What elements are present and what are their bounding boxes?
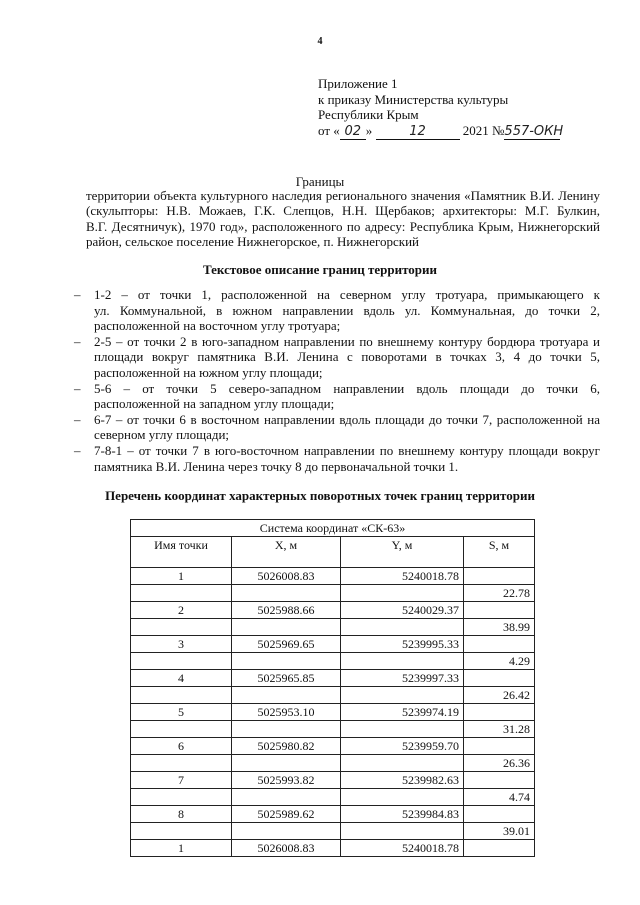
cell-empty bbox=[131, 823, 232, 840]
cell-empty bbox=[232, 585, 341, 602]
cell-empty bbox=[341, 755, 464, 772]
cell-y: 5240018.78 bbox=[341, 840, 464, 857]
cell-x: 5025989.62 bbox=[232, 806, 341, 823]
description-line: район, сельское поселение Нижнегорское, п. Нижнегорский bbox=[86, 233, 420, 249]
cell-empty bbox=[341, 619, 464, 636]
cell-s-empty bbox=[464, 670, 535, 687]
cell-x: 5025953.10 bbox=[232, 704, 341, 721]
date-year: 2021 № bbox=[459, 122, 505, 138]
table-row-distance bbox=[131, 823, 535, 840]
text-section-heading: Текстовое описание границ территории bbox=[202, 262, 438, 277]
column-header-point-name: Имя точки bbox=[131, 537, 232, 568]
list-item-line: северном углу площади; bbox=[94, 427, 230, 443]
table-row-point bbox=[131, 602, 535, 619]
table-row-point bbox=[131, 772, 535, 789]
list-item bbox=[74, 381, 600, 412]
table-row-distance bbox=[131, 721, 535, 738]
cell-x: 5026008.83 bbox=[232, 840, 341, 857]
cell-distance: 39.01 bbox=[464, 823, 535, 840]
date-day: 02 bbox=[340, 124, 366, 141]
cell-point-name: 1 bbox=[131, 840, 232, 857]
cell-y: 5239984.83 bbox=[341, 806, 464, 823]
cell-empty bbox=[232, 721, 341, 738]
list-item-line: памятника В.И. Ленина через точку 8 до первоначальной точки 1. bbox=[94, 458, 459, 474]
cell-distance: 26.36 bbox=[464, 755, 535, 772]
list-item bbox=[74, 287, 600, 334]
list-item-line: расположенной на западном углу площади; bbox=[94, 396, 335, 412]
list-item bbox=[74, 334, 600, 381]
table-row-point bbox=[131, 806, 535, 823]
table-row-point bbox=[131, 568, 535, 585]
cell-distance: 4.74 bbox=[464, 789, 535, 806]
dash-marker: – bbox=[74, 380, 81, 396]
cell-y: 5240029.37 bbox=[341, 602, 464, 619]
description-line: В.Г. Десятничук), 1970 год», расположенного по адресу: Республика Крым, Нижнегорский bbox=[86, 218, 600, 234]
cell-x: 5025988.66 bbox=[232, 602, 341, 619]
cell-point-name: 3 bbox=[131, 636, 232, 653]
table-row-point bbox=[131, 738, 535, 755]
table-row-distance bbox=[131, 755, 535, 772]
cell-empty bbox=[232, 789, 341, 806]
date-mid: » bbox=[365, 122, 376, 138]
cell-point-name: 7 bbox=[131, 772, 232, 789]
appendix-block bbox=[318, 76, 564, 140]
list-item-line: 2-5 – от точки 2 в юго-западном направлении по внешнему контуру бордюра тротуара и bbox=[94, 333, 600, 349]
appendix-line-2: к приказу Министерства культуры bbox=[318, 91, 509, 107]
cell-y: 5239974.19 bbox=[341, 704, 464, 721]
cell-y: 5240018.78 bbox=[341, 568, 464, 585]
list-item-line: расположенной на южном углу площади; bbox=[94, 364, 323, 380]
cell-y: 5239995.33 bbox=[341, 636, 464, 653]
table-row-distance bbox=[131, 687, 535, 704]
cell-empty bbox=[341, 823, 464, 840]
table-body bbox=[131, 568, 535, 857]
cell-empty bbox=[232, 619, 341, 636]
page-number: 4 bbox=[317, 36, 323, 47]
column-header-y: Y, м bbox=[341, 537, 464, 568]
table-row-distance bbox=[131, 653, 535, 670]
document-title: Границы bbox=[295, 174, 345, 189]
list-item-line: 1-2 – от точки 1, расположенной на северном углу тротуара, примыкающего к bbox=[94, 287, 600, 302]
cell-x: 5025969.65 bbox=[232, 636, 341, 653]
cell-x: 5025993.82 bbox=[232, 772, 341, 789]
list-item bbox=[74, 443, 600, 474]
cell-empty bbox=[131, 687, 232, 704]
cell-empty bbox=[341, 653, 464, 670]
table-row-distance bbox=[131, 619, 535, 636]
description-line: территории объекта культурного наследия регионального значения «Памятник В.И. Ленину bbox=[86, 188, 600, 203]
cell-s-empty bbox=[464, 636, 535, 653]
cell-x: 5026008.83 bbox=[232, 568, 341, 585]
date-month: 12 bbox=[376, 124, 460, 141]
cell-x: 5025965.85 bbox=[232, 670, 341, 687]
cell-y: 5239997.33 bbox=[341, 670, 464, 687]
boundary-list bbox=[74, 287, 600, 474]
list-item-line: 6-7 – от точки 6 в восточном направлении вдоль площади до точки 7, расположенной на bbox=[94, 411, 600, 427]
cell-point-name: 2 bbox=[131, 602, 232, 619]
table-row-distance bbox=[131, 585, 535, 602]
cell-empty bbox=[232, 823, 341, 840]
cell-empty bbox=[232, 687, 341, 704]
appendix-line-1: Приложение 1 bbox=[318, 76, 398, 91]
cell-y: 5239959.70 bbox=[341, 738, 464, 755]
cell-empty bbox=[131, 585, 232, 602]
cell-point-name: 8 bbox=[131, 806, 232, 823]
list-item-line: 5-6 – от точки 5 северо-западном направлении вдоль площади до точки 6, bbox=[94, 380, 600, 396]
dash-marker: – bbox=[74, 442, 81, 458]
cell-distance: 31.28 bbox=[464, 721, 535, 738]
cell-distance: 4.29 bbox=[464, 653, 535, 670]
cell-s-empty bbox=[464, 704, 535, 721]
coordinates-table bbox=[130, 519, 535, 857]
cell-empty bbox=[341, 687, 464, 704]
cell-empty bbox=[341, 585, 464, 602]
list-item-line: расположенной на восточном углу тротуара; bbox=[94, 318, 341, 334]
table-row-point bbox=[131, 840, 535, 857]
cell-empty bbox=[131, 619, 232, 636]
list-item bbox=[74, 412, 600, 443]
coordinate-system-caption: Система координат «СК-63» bbox=[131, 520, 535, 537]
table-row-point bbox=[131, 636, 535, 653]
cell-distance: 22.78 bbox=[464, 585, 535, 602]
cell-empty bbox=[232, 653, 341, 670]
table-row-distance bbox=[131, 789, 535, 806]
cell-point-name: 4 bbox=[131, 670, 232, 687]
cell-s-empty bbox=[464, 806, 535, 823]
appendix-line-3: Республики Крым bbox=[318, 107, 419, 122]
cell-y: 5239982.63 bbox=[341, 772, 464, 789]
list-item-line: площади вокруг памятника В.И. Ленина с поворотами в точках 3, 4 до точки 5, bbox=[94, 349, 600, 365]
cell-empty bbox=[131, 721, 232, 738]
cell-s-empty bbox=[464, 772, 535, 789]
dash-marker: – bbox=[74, 287, 81, 302]
cell-point-name: 5 bbox=[131, 704, 232, 721]
cell-empty bbox=[131, 789, 232, 806]
order-number: 557-ОКН bbox=[504, 123, 564, 139]
table-row-point bbox=[131, 670, 535, 687]
column-header-x: X, м bbox=[232, 537, 341, 568]
cell-empty bbox=[131, 755, 232, 772]
cell-empty bbox=[341, 721, 464, 738]
cell-s-empty bbox=[464, 568, 535, 585]
table-row-point bbox=[131, 704, 535, 721]
cell-s-empty bbox=[464, 840, 535, 857]
cell-point-name: 1 bbox=[131, 568, 232, 585]
coords-heading: Перечень координат характерных поворотных точек границ территории bbox=[105, 488, 535, 503]
column-header-s: S, м bbox=[464, 537, 535, 568]
dash-marker: – bbox=[74, 333, 81, 349]
description-line: (скульпторы: Н.В. Можаев, Г.К. Слепцов, Н.Н. Щербаков; архитекторы: М.Г. Булкин, bbox=[86, 203, 600, 219]
dash-marker: – bbox=[74, 411, 81, 427]
cell-empty bbox=[131, 653, 232, 670]
cell-s-empty bbox=[464, 602, 535, 619]
cell-distance: 38.99 bbox=[464, 619, 535, 636]
list-item-line: 7-8-1 – от точки 7 в юго-восточном направлении по внешнему контуру площади вокруг bbox=[94, 442, 600, 458]
territory-description bbox=[86, 188, 600, 249]
cell-x: 5025980.82 bbox=[232, 738, 341, 755]
cell-s-empty bbox=[464, 738, 535, 755]
cell-empty bbox=[341, 789, 464, 806]
date-prefix: от « bbox=[318, 122, 340, 138]
cell-empty bbox=[232, 755, 341, 772]
cell-point-name: 6 bbox=[131, 738, 232, 755]
cell-distance: 26.42 bbox=[464, 687, 535, 704]
appendix-date-line bbox=[318, 122, 564, 141]
list-item-line: ул. Коммунальной, в южном направлении вдоль ул. Коммунальная, до точки 2, bbox=[94, 302, 600, 318]
